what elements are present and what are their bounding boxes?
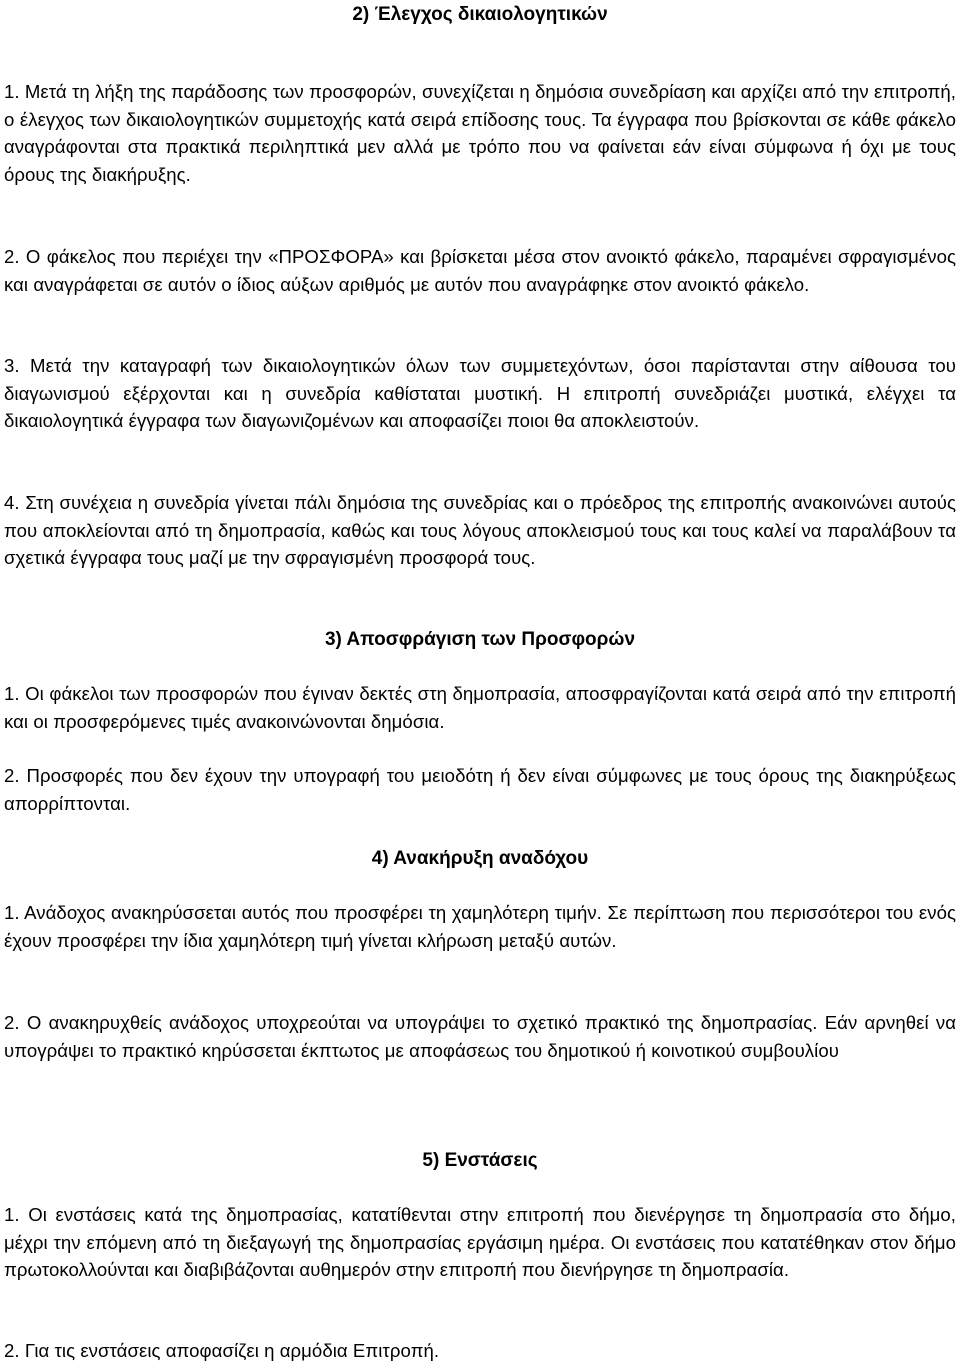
paragraph-2-3: 3. Μετά την καταγραφή των δικαιολογητικών όλων των συμμετεχόντων, όσοι παρίστανται στην αίθουσα του διαγωνισμού εξέρχονται και η συνεδρία καθίσταται μυστική. Η επιτροπή συνεδριάζει μυστικά, ελέγχει τα δικαιολογητικά έγγραφα των διαγωνιζομένων και αποφασίζει ποιοι θα αποκλειστούν. [4, 355, 956, 431]
paragraph-4-2: 2. Ο ανακηρυχθείς ανάδοχος υποχρεούται να υπογράψει το σχετικό πρακτικό της δημοπρασίας. Εάν αρνηθεί να υπογράψει το πρακτικό κηρύσσεται έκπτωτος με αποφάσεως του δημοτικού ή κοινοτικού συμβουλίου [4, 1012, 956, 1061]
paragraph-4-1: 1. Ανάδοχος ανακηρύσσεται αυτός που προσφέρει τη χαμηλότερη τιμήν. Σε περίπτωση που περισσότεροι του ενός έχουν προσφέρει την ίδια χαμηλότερη τιμή γίνεται κλήρωση μεταξύ αυτών. [4, 902, 956, 951]
paragraph-5-2: 2. Για τις ενστάσεις αποφασίζει η αρμόδια Επιτροπή. [4, 1340, 440, 1361]
section-heading-document-check: 2) Έλεγχος δικαιολογητικών [352, 4, 608, 25]
section-heading-objections: 5) Ενστάσεις [422, 1150, 538, 1171]
paragraph-2-1: 1. Μετά τη λήξη της παράδοσης των προσφορών, συνεχίζεται η δημόσια συνεδρίαση και αρχίζει από την επιτροπή, ο έλεγχος των δικαιολογητικών συμμετοχής κατά σειρά επίδοσης τους. Τα έγγραφα που βρίσκονται σε κάθε φάκελο αναγράφονται στα πρακτικά περιληπτικά μεν αλλά με τρόπο που να φαίνεται εάν είναι σύμφωνα ή όχι με τους όρους της διακήρυξης. [4, 81, 956, 185]
paragraph-5-1: 1. Οι ενστάσεις κατά της δημοπρασίας, κατατίθενται στην επιτροπή που διενέργησε τη δημοπρασία στο δήμο, μέχρι την επόμενη από τη διεξαγωγή της δημοπρασίας εργάσιμη ημέρα. Οι ενστάσεις που κατατέθηκαν στον δήμο πρωτοκολλούνται και διαβιβάζονται αυθημερόν στην επιτροπή που διενήργησε τη δημοπρασία. [4, 1204, 956, 1280]
section-heading-bid-opening: 3) Αποσφράγιση των Προσφορών [324, 629, 636, 650]
paragraph-3-2: 2. Προσφορές που δεν έχουν την υπογραφή του μειοδότη ή δεν είναι σύμφωνες με τους όρους της διακηρύξεως απορρίπτονται. [4, 765, 956, 814]
paragraph-3-1: 1. Οι φάκελοι των προσφορών που έγιναν δεκτές στη δημοπρασία, αποσφραγίζονται κατά σειρά από την επιτροπή και οι προσφερόμενες τιμές ανακοινώνονται δημόσια. [4, 683, 956, 732]
paragraph-2-2: 2. Ο φάκελος που περιέχει την «ΠΡΟΣΦΟΡΑ» και βρίσκεται μέσα στον ανοικτό φάκελο, παραμένει σφραγισμένος και αναγράφεται σε αυτόν ο ίδιος αύξων αριθμός με αυτόν που αναγράφηκε στον ανοικτό φάκελο. [4, 246, 956, 295]
paragraph-2-4: 4. Στη συνέχεια η συνεδρία γίνεται πάλι δημόσια της συνεδρίας και ο πρόεδρος της επιτροπής ανακοινώνει αυτούς που αποκλείονται από τη δημοπρασία, καθώς και τους λόγους αποκλεισμού τους και τους καλεί να παραλάβουν τα σχετικά έγγραφα τους μαζί με την σφραγισμένη προσφορά τους. [4, 492, 956, 568]
section-heading-contractor-award: 4) Ανακήρυξη αναδόχου [371, 848, 589, 869]
